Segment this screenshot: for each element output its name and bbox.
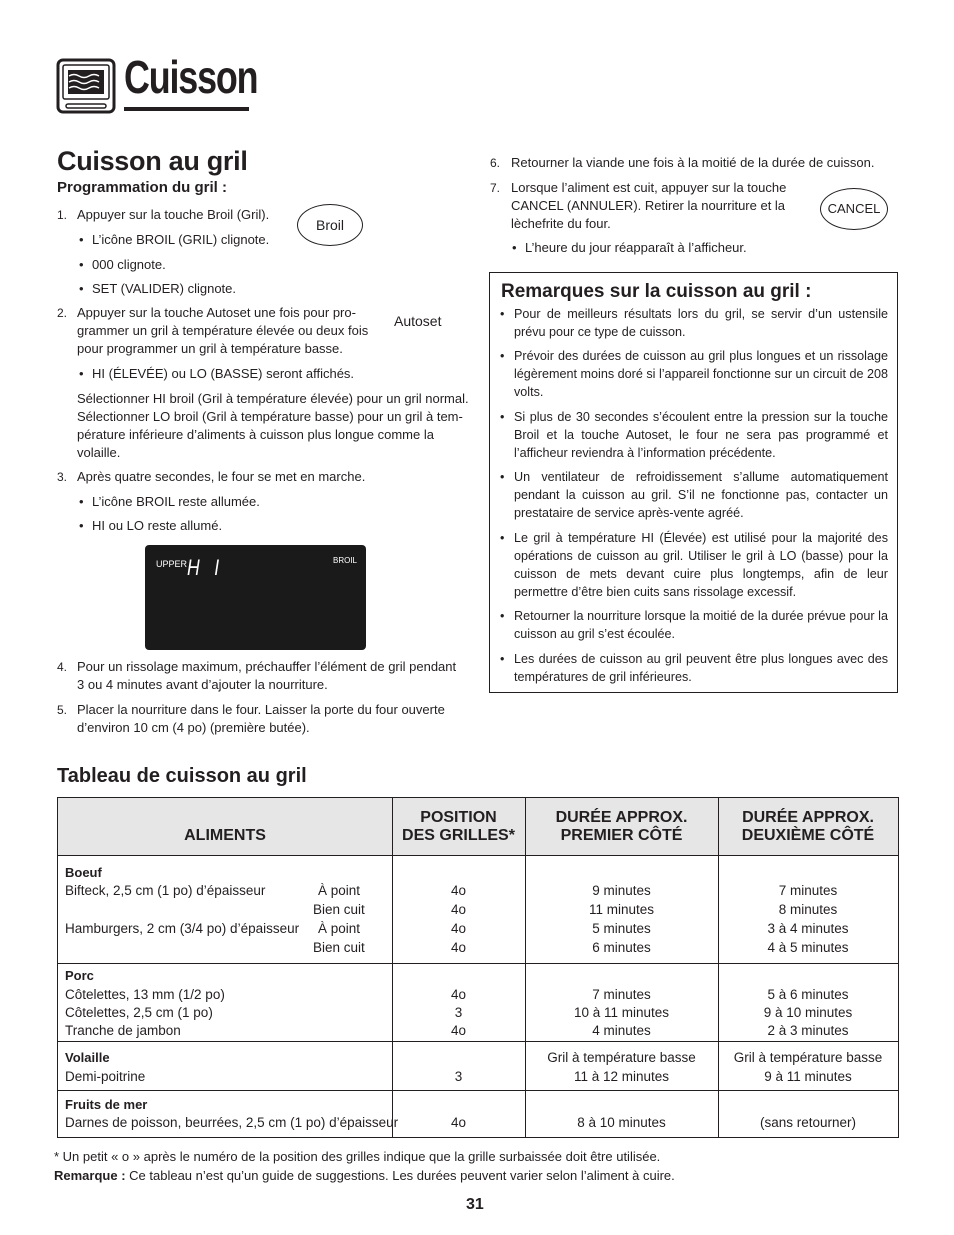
- first-side-note: Gril à température basse: [547, 1050, 696, 1065]
- step-7-line: lèchefrite du four.: [511, 216, 611, 231]
- remark-item: • Pour de meilleurs résultats lors du gril, se servir d’un ustensile prévu pour ce type de cuisson.: [514, 305, 888, 341]
- step-3-bullet: • HI ou LO reste allumé.: [92, 517, 222, 535]
- header-second-side: [718, 809, 898, 845]
- step-1-bullet: • SET (VALIDER) clignote.: [92, 280, 236, 298]
- header-food: ALIMENTS: [184, 827, 266, 844]
- step-number: 2.: [57, 306, 68, 320]
- food-cell: Hamburgers, 2 cm (3/4 po) d’épaisseur: [65, 921, 300, 936]
- row-divider: [58, 1090, 898, 1091]
- step-1-bullet: • L’icône BROIL (GRIL) clignote.: [92, 231, 269, 249]
- broil-button[interactable]: Broil: [297, 204, 363, 246]
- first-side-cell: 7 minutes: [592, 987, 651, 1002]
- step-2-line: grammer un gril à température élevée ou deux fois: [77, 323, 369, 338]
- display-broil-label: BROIL: [333, 556, 358, 565]
- step-3-bullet: • L’icône BROIL reste allumée.: [92, 493, 260, 511]
- step-4-line: Pour un rissolage maximum, préchauffer l’élément de gril pendant: [77, 659, 457, 674]
- section-title: Cuisson au gril: [57, 146, 248, 176]
- step-7-line: Lorsque l’aliment est cuit, appuyer sur la touche: [511, 180, 787, 195]
- table-title: Tableau de cuisson au gril: [57, 765, 307, 787]
- food-cell: Tranche de jambon: [65, 1023, 181, 1038]
- step-2-line: Appuyer sur la touche Autoset une fois pour pro-: [77, 305, 356, 320]
- position-cell: 4o: [450, 902, 467, 917]
- row-divider: [58, 1041, 898, 1042]
- position-cell: 4o: [450, 883, 467, 898]
- position-cell: 4o: [450, 921, 467, 936]
- second-side-note: Gril à température basse: [733, 1050, 883, 1065]
- category-label: Volaille: [65, 1050, 110, 1065]
- step-number: 1.: [57, 208, 68, 222]
- position-cell: 4o: [450, 1023, 467, 1038]
- step-2-note-line: pérature inférieure d’aliments à cuisson plus longue comme la: [77, 427, 434, 442]
- step-6-text: Retourner la viande une fois à la moitié de la durée de cuisson.: [511, 155, 875, 170]
- remarks-title: Remarques sur la cuisson au gril :: [501, 281, 812, 302]
- category-label: Boeuf: [65, 865, 102, 880]
- first-side-cell: 11 à 12 minutes: [573, 1069, 670, 1084]
- header-line: DURÉE APPROX.: [555, 809, 688, 826]
- display-upper-label: UPPER: [156, 559, 188, 569]
- first-side-cell: 9 minutes: [592, 883, 651, 898]
- step-2-line: pour programmer un gril à température basse.: [77, 341, 343, 356]
- header-line: DEUXIÈME CÔTÉ: [741, 827, 875, 844]
- step-7-line: CANCEL (ANNULER). Retirer la nourriture et la: [511, 198, 786, 213]
- footnotes: [54, 1147, 675, 1185]
- footnote-star: * Un petit « o » après le numéro de la position des grilles indique que la grille surbaissée doit être utilisée.: [54, 1149, 661, 1164]
- food-cell: Demi-poitrine: [65, 1069, 146, 1084]
- autoset-button[interactable]: Autoset: [394, 313, 442, 329]
- step-2-bullet: • HI (ÉLEVÉE) ou LO (BASSE) seront affichés.: [92, 365, 354, 383]
- header-first-side: [525, 809, 718, 845]
- column-divider: [525, 798, 526, 1137]
- second-side-cell: 9 à 11 minutes: [764, 1069, 852, 1084]
- cancel-button[interactable]: CANCEL: [820, 188, 888, 230]
- first-side-cell: 6 minutes: [592, 940, 651, 955]
- remark-item: • Le gril à température HI (Élevée) est utilisé pour la majorité des opérations de cuisson au gril. Utiliser le gril à LO (basse) pour la cuisson de mets devant cuire plus longtemps, afin de leur permettre d’être bien cuits sans rissolage excessif.: [514, 529, 888, 601]
- programming-title: Programmation du gril :: [57, 179, 228, 196]
- first-side-cell: 10 à 11 minutes: [573, 1005, 670, 1020]
- oven-display: [145, 545, 366, 650]
- second-side-cell: 2 à 3 minutes: [767, 1023, 849, 1038]
- doneness-cell: Bien cuit: [313, 902, 365, 917]
- step-7-bullet: • L’heure du jour réapparaît à l’afficheur.: [525, 239, 747, 257]
- footnote-remark: [54, 1166, 675, 1185]
- step-number: 5.: [57, 703, 68, 717]
- step-number: 4.: [57, 660, 68, 674]
- remark-item: • Un ventilateur de refroidissement s’allume automatiquement pendant la cuisson au gril. S’il ne fonctionne pas, contacter un prestataire de service après-vente agréé.: [514, 468, 888, 522]
- step-1-text: Appuyer sur la touche Broil (Gril).: [77, 207, 270, 222]
- first-side-cell: 8 à 10 minutes: [577, 1115, 666, 1130]
- header-line: PREMIER CÔTÉ: [560, 827, 683, 844]
- row-divider: [58, 963, 898, 964]
- header-title: Cuisson: [124, 51, 258, 103]
- header-position: [392, 809, 525, 845]
- doneness-cell: À point: [318, 883, 361, 898]
- step-2-note-line: Sélectionner HI broil (Gril à température élevée) pour un gril normal.: [77, 391, 469, 406]
- position-cell: 4o: [450, 940, 467, 955]
- category-label: Porc: [65, 968, 94, 983]
- header-rule: [124, 107, 249, 111]
- food-cell: Bifteck, 2,5 cm (1 po) d’épaisseur: [65, 883, 266, 898]
- step-3-text: Après quatre secondes, le four se met en marche.: [77, 469, 366, 484]
- food-cell: Côtelettes, 2,5 cm (1 po): [65, 1005, 213, 1020]
- display-mode-readout: H I: [187, 555, 224, 580]
- remark-item: • Si plus de 30 secondes s’écoulent entre la pression sur la touche Broil et la touche Autoset, le four ne sera pas programmé et l’afficheur reviendra à l’information précédente.: [514, 408, 888, 462]
- food-cell: Côtelettes, 13 mm (1/2 po): [65, 987, 225, 1002]
- column-divider: [718, 798, 719, 1137]
- oven-icon: [56, 57, 116, 117]
- step-2-note-line: volaille.: [77, 445, 121, 460]
- step-number: 3.: [57, 470, 68, 484]
- remark-item: • Les durées de cuisson au gril peuvent être plus longues avec des températures de gril inférieures.: [514, 650, 888, 686]
- first-side-cell: 4 minutes: [592, 1023, 651, 1038]
- second-side-cell: 9 à 10 minutes: [763, 1005, 853, 1020]
- food-cell: Darnes de poisson, beurrées, 2,5 cm (1 po) d’épaisseur: [65, 1115, 399, 1130]
- second-side-cell: 3 à 4 minutes: [767, 921, 849, 936]
- step-2-note-line: Sélectionner LO broil (Gril à température basse) pour un gril à tem-: [77, 409, 463, 424]
- second-side-cell: 7 minutes: [778, 883, 838, 898]
- step-1-bullet: • 000 clignote.: [92, 256, 166, 274]
- second-side-cell: 5 à 6 minutes: [767, 987, 849, 1002]
- category-label: Fruits de mer: [65, 1097, 148, 1112]
- remark-item: • Retourner la nourriture lorsque la moitié de la durée prévue pour la cuisson au gril s’est écoulée.: [514, 607, 888, 643]
- position-cell: 3: [454, 1069, 463, 1084]
- remark-item: • Prévoir des durées de cuisson au gril plus longues et un rissolage légèrement moins doré si l’appareil fonctionne sur un circuit de 208 volts.: [514, 347, 888, 401]
- position-cell: 4o: [450, 1115, 467, 1130]
- step-5-line: d’environ 10 cm (4 po) (première butée).: [77, 720, 310, 735]
- broil-table: [57, 797, 899, 1138]
- header-line: POSITION: [420, 809, 497, 826]
- second-side-cell: (sans retourner): [759, 1115, 857, 1130]
- header-line: DES GRILLES*: [402, 827, 515, 844]
- remark-text: Ce tableau n’est qu’un guide de suggestions. Les durées peuvent varier selon l’aliment à cuire.: [125, 1168, 675, 1183]
- doneness-cell: Bien cuit: [313, 940, 365, 955]
- header-line: DURÉE APPROX.: [742, 809, 874, 826]
- step-5-line: Placer la nourriture dans le four. Laisser la porte du four ouverte: [77, 702, 445, 717]
- first-side-cell: 5 minutes: [592, 921, 651, 936]
- step-number: 6.: [490, 156, 501, 170]
- position-cell: 4o: [450, 987, 467, 1002]
- step-4-line: 3 ou 4 minutes avant d’ajouter la nourriture.: [77, 677, 328, 692]
- first-side-cell: 11 minutes: [588, 902, 655, 917]
- position-cell: 3: [454, 1005, 463, 1020]
- step-number: 7.: [490, 181, 501, 195]
- remarks-box: [489, 272, 898, 693]
- column-divider: [392, 798, 393, 1137]
- second-side-cell: 8 minutes: [778, 902, 838, 917]
- second-side-cell: 4 à 5 minutes: [767, 940, 849, 955]
- doneness-cell: À point: [318, 921, 361, 936]
- remark-label: Remarque :: [54, 1168, 126, 1183]
- page-number: 31: [466, 1196, 484, 1213]
